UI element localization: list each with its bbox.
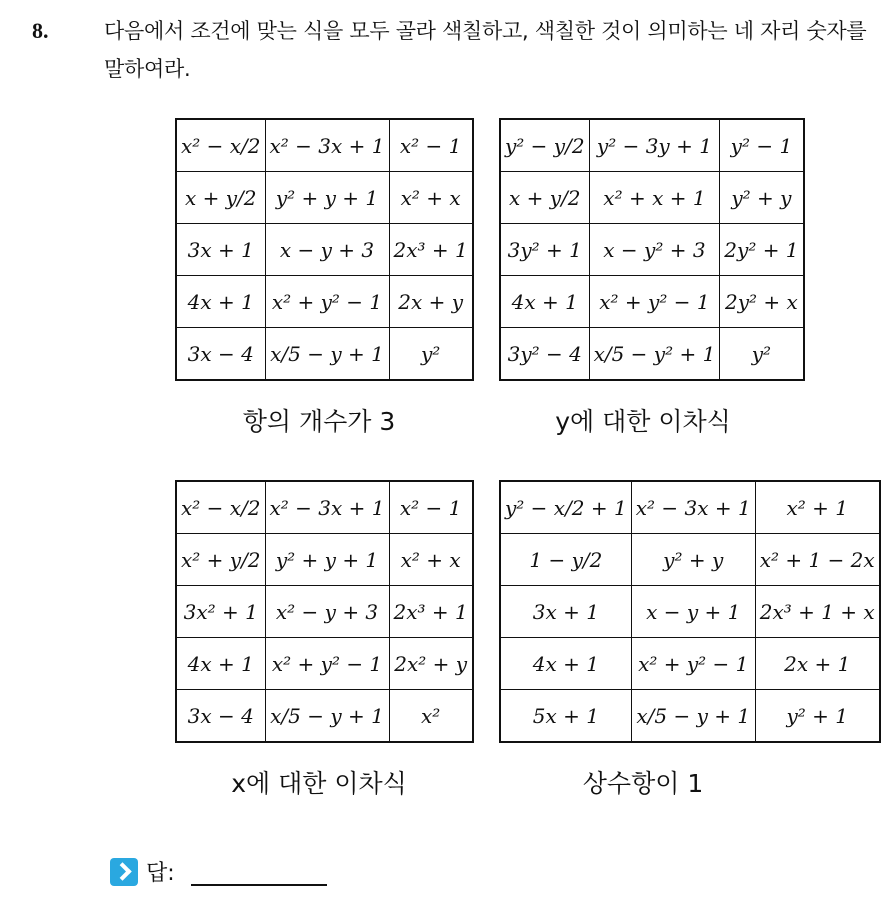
grid-cell[interactable]: x/5 − y + 1	[265, 690, 389, 743]
grid-cell[interactable]: x² + 1 − 2x	[755, 534, 879, 586]
grid-cell[interactable]: x² − x/2	[176, 119, 265, 172]
grid-cell[interactable]: 2x³ + 1	[389, 586, 473, 638]
grid-cell[interactable]: x² + x + 1	[589, 172, 720, 224]
grid-cell[interactable]: 4x + 1	[176, 276, 265, 328]
grid-cell[interactable]: x² − 1	[389, 119, 473, 172]
grid-cell[interactable]: x − y² + 3	[589, 224, 720, 276]
grid-cell[interactable]: x − y + 3	[265, 224, 389, 276]
grid-cell[interactable]: x² + y² − 1	[631, 638, 755, 690]
answer-label: 답:	[146, 861, 175, 886]
chevron-right-icon	[110, 858, 138, 886]
grid-cell[interactable]: x²	[389, 690, 473, 743]
answer-row	[110, 856, 327, 887]
grid-cell[interactable]: 2y² + 1	[720, 224, 804, 276]
grid-cell[interactable]: 2x³ + 1	[389, 224, 473, 276]
grid-cell[interactable]: 3y² + 1	[500, 224, 589, 276]
grid-cell[interactable]: 2x + 1	[755, 638, 879, 690]
grid-cell[interactable]: 3x − 4	[176, 690, 265, 743]
answer-blank[interactable]	[191, 858, 327, 886]
grid-cell[interactable]: y² − x/2 + 1	[500, 481, 631, 534]
grid-caption-2: y에 대한 이차식	[555, 407, 731, 436]
grid-cell[interactable]: y² + y	[631, 534, 755, 586]
grid-cell[interactable]: 5x + 1	[500, 690, 631, 743]
grid-cell[interactable]: x/5 − y² + 1	[589, 328, 720, 381]
grid-cell[interactable]: x² + y² − 1	[265, 276, 389, 328]
grid-cell[interactable]: x² + y² − 1	[265, 638, 389, 690]
grid-cell[interactable]: 1 − y/2	[500, 534, 631, 586]
grid-cell[interactable]: y² − 3y + 1	[589, 119, 720, 172]
grid-cell[interactable]: x² − 1	[389, 481, 473, 534]
grid-cell[interactable]: 2x³ + 1 + x	[755, 586, 879, 638]
expression-grid-1	[175, 118, 474, 381]
grid-cell[interactable]: y² + 1	[755, 690, 879, 743]
grid-cell[interactable]: 3x² + 1	[176, 586, 265, 638]
grid-cell[interactable]: y² − y/2	[500, 119, 589, 172]
grid-cell[interactable]: x² − x/2	[176, 481, 265, 534]
grid-cell[interactable]: x − y + 1	[631, 586, 755, 638]
grid-cell[interactable]: 2x² + y	[389, 638, 473, 690]
grid-cell[interactable]: x/5 − y + 1	[265, 328, 389, 381]
problem-text: 다음에서 조건에 맞는 식을 모두 골라 색칠하고, 색칠한 것이 의미하는 네 자리 숫자를 말하여라.	[104, 19, 867, 81]
grid-cell[interactable]: y² + y + 1	[265, 534, 389, 586]
grid-cell[interactable]: 4x + 1	[500, 638, 631, 690]
grid-cell[interactable]: x² + x	[389, 534, 473, 586]
grid-cell[interactable]: x² + x	[389, 172, 473, 224]
grid-cell[interactable]: 3x − 4	[176, 328, 265, 381]
grid-cell[interactable]: y² − 1	[720, 119, 804, 172]
expression-grid-4	[499, 480, 881, 743]
grid-cell[interactable]: y² + y + 1	[265, 172, 389, 224]
grid-cell[interactable]: 4x + 1	[500, 276, 589, 328]
grid-cell[interactable]: x² − 3x + 1	[265, 119, 389, 172]
grid-caption-4: 상수항이 1	[582, 769, 704, 798]
grid-cell[interactable]: x² + y² − 1	[589, 276, 720, 328]
grid-cell[interactable]: y²	[720, 328, 804, 381]
grid-caption-3: x에 대한 이차식	[231, 769, 407, 798]
grid-cell[interactable]: 4x + 1	[176, 638, 265, 690]
grid-cell[interactable]: 2y² + x	[720, 276, 804, 328]
expression-grid-3	[175, 480, 474, 743]
grid-cell[interactable]: 2x + y	[389, 276, 473, 328]
expression-grid-2	[499, 118, 805, 381]
grid-cell[interactable]: y²	[389, 328, 473, 381]
grid-cell[interactable]: x/5 − y + 1	[631, 690, 755, 743]
grid-cell[interactable]: x² + y/2	[176, 534, 265, 586]
problem-number: 8.	[32, 18, 49, 43]
grid-cell[interactable]: x + y/2	[500, 172, 589, 224]
grid-cell[interactable]: x² − y + 3	[265, 586, 389, 638]
grid-cell[interactable]: x² − 3x + 1	[265, 481, 389, 534]
grid-cell[interactable]: 3x + 1	[500, 586, 631, 638]
grid-cell[interactable]: x² − 3x + 1	[631, 481, 755, 534]
grid-cell[interactable]: x + y/2	[176, 172, 265, 224]
grid-cell[interactable]: 3x + 1	[176, 224, 265, 276]
grid-caption-1: 항의 개수가 3	[242, 407, 396, 436]
grid-cell[interactable]: x² + 1	[755, 481, 879, 534]
grid-cell[interactable]: y² + y	[720, 172, 804, 224]
grid-cell[interactable]: 3y² − 4	[500, 328, 589, 381]
